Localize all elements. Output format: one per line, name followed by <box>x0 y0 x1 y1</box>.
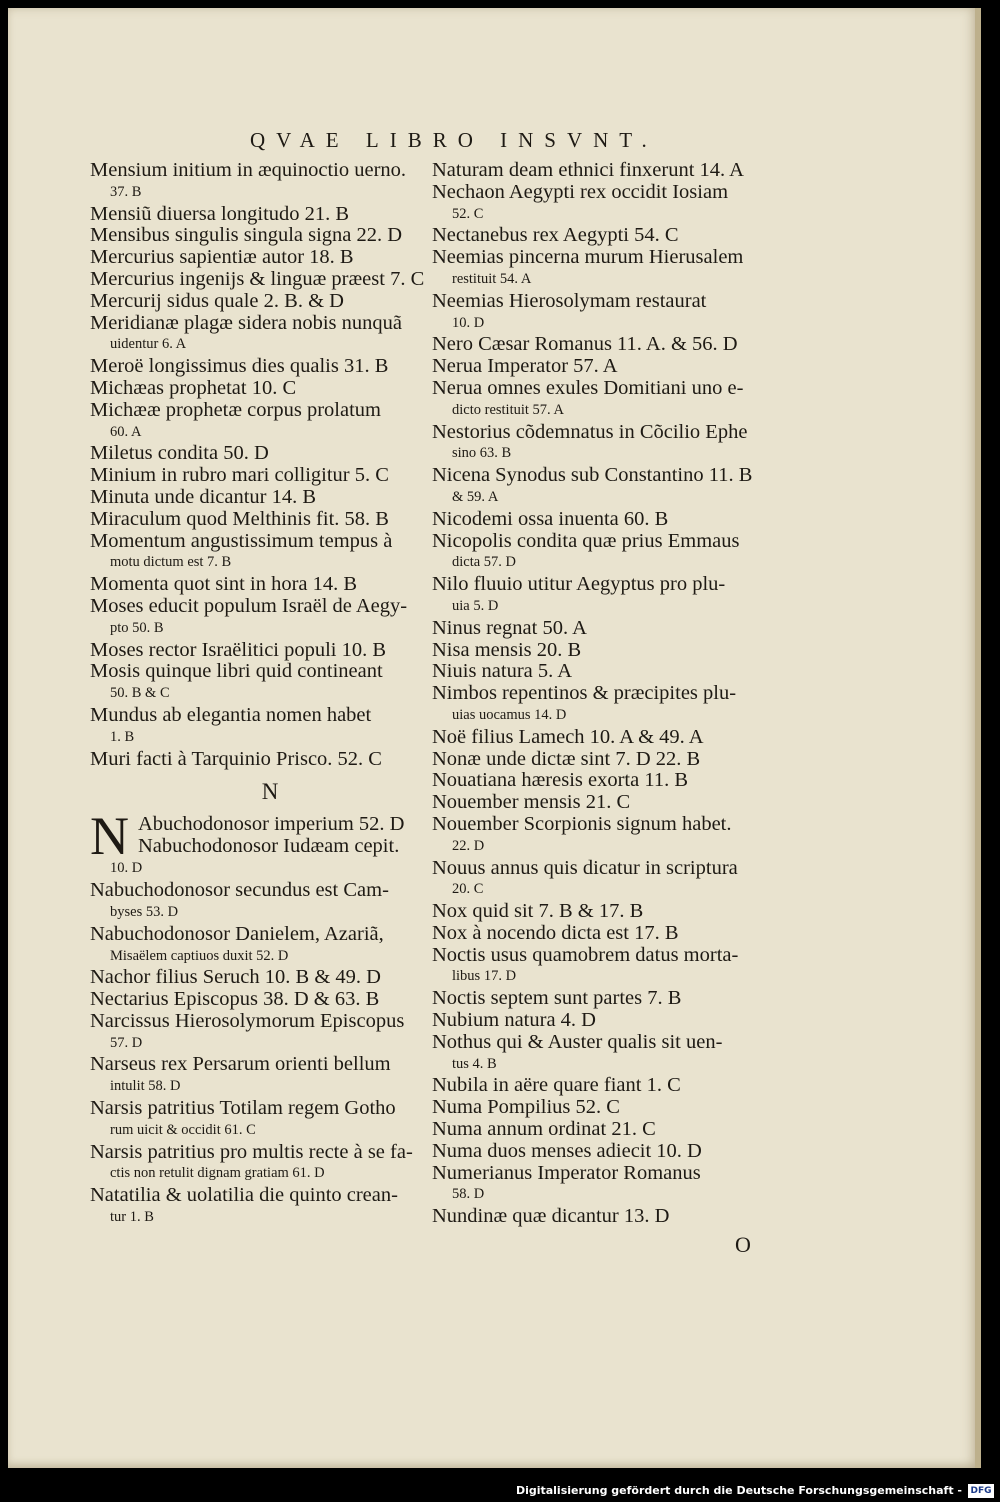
entry-line: Miletus condita 50. D <box>90 442 269 465</box>
index-entry <box>432 1032 767 1076</box>
entry-line: Numa annum ordinat 21. C <box>432 1118 656 1141</box>
index-entry <box>90 640 420 662</box>
entry-line: Nundinæ quæ dicantur 13. D <box>432 1205 670 1228</box>
index-entry <box>90 1011 420 1055</box>
entry-line: Neemias pincerna murum Hierusalem <box>432 246 744 269</box>
index-entry <box>90 924 420 968</box>
index-entry <box>90 749 420 771</box>
entry-line: Nerua Imperator 57. A <box>432 355 618 378</box>
index-entry <box>432 531 767 575</box>
index-entry <box>90 204 420 226</box>
index-entry <box>90 465 420 487</box>
index-entry <box>90 596 420 640</box>
entry-line: Nabuchodonosor Iudæam cepit. <box>138 835 400 858</box>
entry-line: 10. D <box>110 860 143 877</box>
index-entry <box>90 378 420 400</box>
entry-line: Nouatiana hæresis exorta 11. B <box>432 769 688 792</box>
index-entry <box>90 267 425 291</box>
entry-line: Meroë longissimus dies qualis 31. B <box>90 355 389 378</box>
index-entry <box>432 1119 767 1141</box>
entry-line: Narsis patritius pro multis recte à se fa- <box>90 1140 413 1163</box>
entry-line: Meridianæ plagæ sidera nobis nunquã <box>90 311 403 334</box>
index-entry <box>90 858 420 880</box>
index-entry <box>90 1185 420 1229</box>
index-entry <box>432 247 767 291</box>
index-entry <box>90 443 420 465</box>
index-entry <box>90 1054 420 1098</box>
index-entry <box>432 683 767 727</box>
index-entry <box>90 1142 420 1186</box>
entry-line: dicta 57. D <box>452 554 517 571</box>
index-entry <box>432 225 767 247</box>
entry-line: Muri facti à Tarquinio Prisco. 52. C <box>90 747 382 770</box>
entry-line: 10. D <box>452 314 485 331</box>
entry-line: Nicodemi ossa inuenta 60. B <box>432 507 669 530</box>
entry-line: Nestorius cõdemnatus in Cõcilio Ephe <box>432 420 748 443</box>
entry-line: Momenta quot sint in hora 14. B <box>90 573 358 596</box>
index-entry <box>90 967 420 989</box>
entry-line: uia 5. D <box>452 597 499 614</box>
entry-line: Nubila in aëre quare fiant 1. C <box>432 1074 681 1097</box>
entry-line: 1. B <box>110 728 135 745</box>
n-initial-entry <box>90 806 420 867</box>
index-entry <box>432 182 767 226</box>
index-entry <box>90 160 420 204</box>
index-entry <box>432 422 767 466</box>
index-entry <box>432 814 767 858</box>
index-entry <box>432 465 767 509</box>
entry-list-m <box>90 159 425 770</box>
index-entry <box>90 487 420 509</box>
entry-line: Numerianus Imperator Romanus <box>432 1161 701 1184</box>
index-entry <box>432 618 767 640</box>
entry-line: dicto restituit 57. A <box>452 401 564 418</box>
entry-line: Moses educit populum Israël de Aegy- <box>90 594 408 617</box>
index-entry <box>432 160 767 182</box>
entry-line: ctis non retulit dignam gratiam 61. D <box>110 1165 325 1182</box>
entry-line: Nabuchodonosor secundus est Cam- <box>90 879 389 902</box>
index-entry <box>432 923 767 945</box>
entry-line: Abuchodonosor imperium 52. D <box>138 813 405 836</box>
entry-line: Narsis patritius Totilam regem Gotho <box>90 1097 396 1120</box>
entry-line: sino 63. B <box>452 445 512 462</box>
index-entry <box>90 705 420 749</box>
entry-line: Nouember mensis 21. C <box>432 791 631 814</box>
entry-line: Narcissus Hierosolymorum Episcopus <box>90 1009 405 1032</box>
index-entry <box>432 661 767 683</box>
entry-line: Michæas prophetat 10. C <box>90 376 297 399</box>
entry-line: Mercurius sapientiæ autor 18. B <box>90 246 354 269</box>
entry-line: Mercurius ingenijs & linguæ præest 7. C <box>90 267 425 290</box>
entry-line: libus 17. D <box>452 968 517 985</box>
entry-list-n <box>90 880 420 1229</box>
running-header: QVAE LIBRO INSVNT. <box>250 128 658 152</box>
entry-line: Minuta unde dicantur 14. B <box>90 485 317 508</box>
entry-line: Momentum angustissimum tempus à <box>90 529 393 552</box>
index-entry <box>90 400 420 444</box>
page-edge <box>975 8 981 1468</box>
entry-line: 60. A <box>110 423 142 440</box>
index-entry <box>432 988 767 1010</box>
entry-line: 50. B & C <box>110 685 170 702</box>
entry-line: Ninus regnat 50. A <box>432 616 587 639</box>
index-entry <box>432 509 767 531</box>
index-entry <box>90 225 420 247</box>
index-entry <box>90 509 420 531</box>
catchword: O <box>735 1232 751 1257</box>
letter-heading: N <box>261 779 279 805</box>
entry-line: Nectarius Episcopus 38. D & 63. B <box>90 988 380 1011</box>
index-entry <box>432 749 767 771</box>
entry-line: Neemias Hierosolymam restaurat <box>432 289 707 312</box>
decorated-initial: N <box>90 806 129 867</box>
entry-line: Niuis natura 5. A <box>432 660 573 683</box>
entry-line: Mensium initium in æquinoctio uerno. <box>90 159 407 181</box>
entry-line: Miraculum quod Melthinis fit. 58. B <box>90 507 389 530</box>
index-entry <box>432 1163 767 1207</box>
index-column-right <box>432 160 767 1228</box>
entry-line: Nox quid sit 7. B & 17. B <box>432 900 644 923</box>
entry-line: Nothus qui & Auster qualis sit uen- <box>432 1030 723 1053</box>
index-entry <box>90 531 420 575</box>
entry-line: Mundus ab elegantia nomen habet <box>90 703 372 726</box>
index-entry <box>90 247 420 269</box>
entry-line: Nilo fluuio utitur Aegyptus pro plu- <box>432 573 726 596</box>
index-entry <box>432 640 767 662</box>
entry-line: uidentur 6. A <box>110 336 187 353</box>
entry-line: Mosis quinque libri quid contineant <box>90 660 383 683</box>
entry-line: Misaëlem captiuos duxit 52. D <box>110 947 289 964</box>
index-entry <box>90 880 420 924</box>
index-entry <box>432 356 767 378</box>
index-entry <box>432 1141 767 1163</box>
index-entry <box>432 1010 767 1032</box>
entry-line: Nerua omnes exules Domitiani uno e- <box>432 376 744 399</box>
entry-line: motu dictum est 7. B <box>110 554 232 571</box>
index-entry <box>432 291 767 335</box>
index-entry <box>432 378 767 422</box>
index-entry <box>432 1097 767 1119</box>
index-entry <box>90 291 420 313</box>
entry-line: & 59. A <box>452 488 499 505</box>
index-entry <box>432 1206 767 1228</box>
entry-line: Numa Pompilius 52. C <box>432 1096 620 1119</box>
entry-line: uias uocamus 14. D <box>452 706 567 723</box>
entry-line: Nero Cæsar Romanus 11. A. & 56. D <box>432 333 738 356</box>
index-entry <box>90 1098 420 1142</box>
index-entry <box>432 727 767 749</box>
index-entry <box>432 945 767 989</box>
entry-line: Nechaon Aegypti rex occidit Iosiam <box>432 180 729 203</box>
entry-line: Michææ prophetæ corpus prolatum <box>90 398 381 421</box>
index-entry <box>90 574 420 596</box>
index-entry <box>90 313 420 357</box>
entry-line: intulit 58. D <box>110 1078 181 1095</box>
entry-line: Mercurij sidus quale 2. B. & D <box>90 289 344 312</box>
entry-line: Noctis usus quamobrem datus morta- <box>432 943 739 966</box>
entry-line: 58. D <box>452 1186 485 1203</box>
index-entry <box>432 792 767 814</box>
entry-line: Nouus annus quis dicatur in scriptura <box>432 856 738 879</box>
index-entry <box>432 1075 767 1097</box>
entry-line: Mensiũ diuersa longitudo 21. B <box>90 202 350 225</box>
entry-line: 37. B <box>110 183 142 200</box>
entry-line: 52. C <box>452 205 484 222</box>
entry-line: Noctis septem sunt partes 7. B <box>432 987 682 1010</box>
entry-line: 20. C <box>452 881 484 898</box>
footer-credit: Digitalisierung gefördert durch die Deutsche Forschungsgemeinschaft - <box>515 1484 962 1497</box>
entry-line: Mensibus singulis singula signa 22. D <box>90 224 403 247</box>
index-entry <box>432 770 767 792</box>
entry-line: Nox à nocendo dicta est 17. B <box>432 921 679 944</box>
entry-line: Nonæ unde dictæ sint 7. D 22. B <box>432 747 701 770</box>
entry-line: pto 50. B <box>110 619 164 636</box>
entry-line: Nimbos repentinos & præcipites plu- <box>432 682 737 705</box>
entry-line: Narseus rex Persarum orienti bellum <box>90 1053 391 1076</box>
entry-line: Minium in rubro mari colligitur 5. C <box>90 464 389 487</box>
entry-line: Natatilia & uolatilia die quinto crean- <box>90 1184 398 1207</box>
entry-line: Nouember Scorpionis signum habet. <box>432 812 732 835</box>
entry-line: Numa duos menses adiecit 10. D <box>432 1139 702 1162</box>
entry-line: 57. D <box>110 1034 143 1051</box>
index-entry <box>432 574 767 618</box>
entry-list-n-continued <box>432 160 767 1228</box>
entry-line: Nicopolis condita quæ prius Emmaus <box>432 529 740 552</box>
index-entry <box>432 901 767 923</box>
index-entry <box>432 334 767 356</box>
index-entry <box>432 858 767 902</box>
index-column-left <box>90 159 425 1229</box>
entry-line: Noë filius Lamech 10. A & 49. A <box>432 725 704 748</box>
entry-line: byses 53. D <box>110 903 179 920</box>
entry-line: Nubium natura 4. D <box>432 1009 596 1032</box>
entry-line: Nisa mensis 20. B <box>432 638 582 661</box>
entry-line: tur 1. B <box>110 1209 154 1226</box>
index-entry <box>90 356 420 378</box>
index-entry <box>90 661 420 705</box>
entry-line: Nectanebus rex Aegypti 54. C <box>432 224 679 247</box>
footer-bar <box>0 1481 1000 1502</box>
entry-line: 22. D <box>452 837 485 854</box>
entry-line: Moses rector Israëlitici populi 10. B <box>90 638 387 661</box>
entry-line: Nachor filius Seruch 10. B & 49. D <box>90 966 381 989</box>
entry-line: Nabuchodonosor Danielem, Azariã, <box>90 922 384 945</box>
entry-line: Naturam deam ethnici finxerunt 14. A <box>432 159 744 181</box>
entry-line: rum uicit & occidit 61. C <box>110 1121 256 1138</box>
dfg-logo: DFG <box>968 1484 994 1498</box>
entry-line: restituit 54. A <box>452 270 532 287</box>
entry-line: Nicena Synodus sub Constantino 11. B <box>432 464 753 487</box>
entry-line: tus 4. B <box>452 1055 497 1072</box>
index-entry <box>90 989 420 1011</box>
